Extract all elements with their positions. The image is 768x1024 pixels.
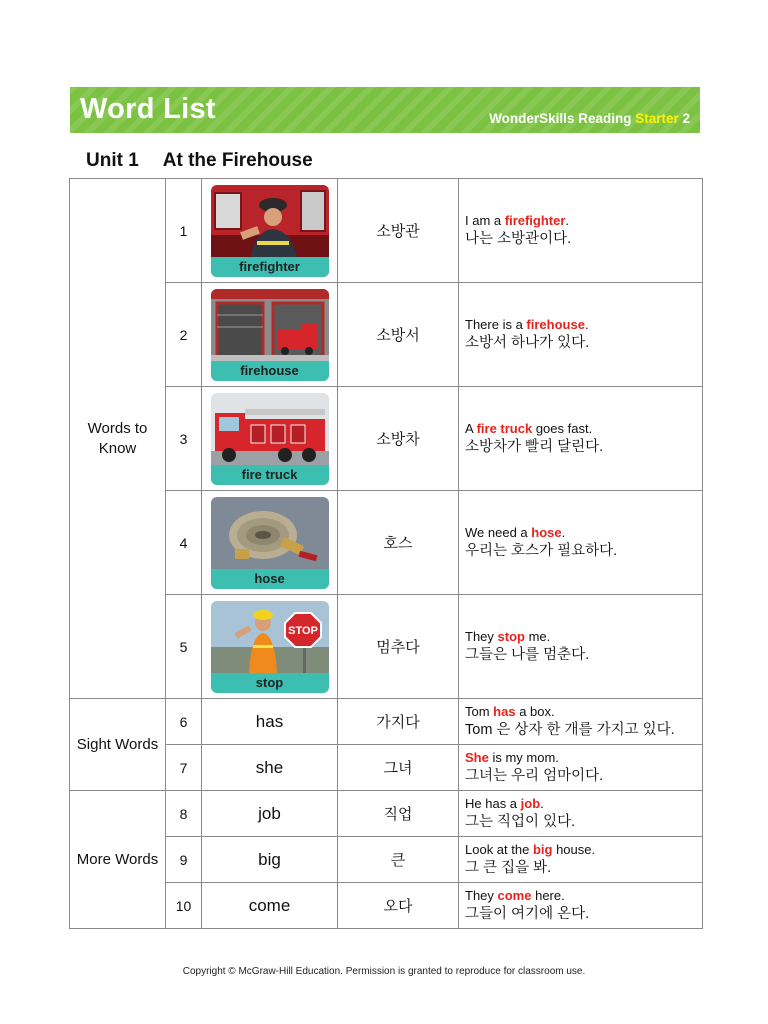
korean-sentence: 우리는 호스가 필요하다. — [465, 542, 618, 559]
highlighted-word: She — [465, 749, 489, 765]
table-row — [70, 791, 703, 837]
english-sentence: Look at the big house. — [465, 841, 596, 857]
vocabulary-word: has — [202, 699, 338, 745]
stop-sign-text: STOP — [287, 624, 318, 637]
series-number: 2 — [678, 111, 690, 126]
example-sentences — [459, 491, 703, 595]
korean-sentence: 소방서 하나가 있다. — [465, 334, 590, 351]
english-sentence: There is a firehouse. — [465, 316, 589, 332]
vocabulary-word: come — [202, 883, 338, 929]
highlighted-word: job — [520, 795, 541, 811]
english-sentence: We need a hose. — [465, 524, 566, 540]
table-row — [70, 699, 703, 745]
english-sentence: I am a firefighter. — [465, 212, 570, 228]
firehouse-picture — [211, 289, 329, 381]
word-list-table — [69, 178, 703, 929]
highlighted-word: big — [532, 841, 553, 857]
vocabulary-word: she — [202, 745, 338, 791]
copyright-footer: Copyright © McGraw-Hill Education. Permission is granted to reproduce for classroom use. — [182, 966, 586, 977]
picture-caption: fire truck — [211, 465, 329, 485]
word-number: 10 — [166, 883, 202, 929]
example-sentences — [459, 699, 703, 745]
korean-sentence: 그녀는 우리 엄마이다. — [465, 767, 604, 784]
highlighted-word: come — [497, 887, 532, 903]
korean-sentence: 그 큰 집을 봐. — [465, 859, 552, 876]
word-number: 3 — [166, 387, 202, 491]
example-sentences — [459, 179, 703, 283]
example-sentences — [459, 595, 703, 699]
highlighted-word: firefighter — [504, 212, 566, 228]
series-prefix: WonderSkills Reading — [489, 111, 636, 126]
highlighted-word: stop — [497, 628, 525, 644]
korean-meaning: 큰 — [338, 837, 459, 883]
korean-meaning: 소방서 — [338, 283, 459, 387]
example-sentences — [459, 883, 703, 929]
table-row — [70, 179, 703, 283]
category-more-words: More Words — [70, 791, 166, 929]
stop-picture — [211, 601, 329, 693]
korean-meaning: 소방관 — [338, 179, 459, 283]
korean-meaning: 그녀 — [338, 745, 459, 791]
unit-title: At the Firehouse — [162, 150, 313, 171]
picture-caption: firehouse — [211, 361, 329, 381]
korean-sentence: 그들이 여기에 온다. — [465, 905, 590, 922]
vocabulary-word: big — [202, 837, 338, 883]
picture-caption: stop — [211, 673, 329, 693]
firefighter-picture — [211, 185, 329, 277]
korean-meaning: 가지다 — [338, 699, 459, 745]
example-sentences — [459, 387, 703, 491]
unit-label: Unit 1 — [86, 150, 139, 171]
unit-heading — [86, 150, 313, 172]
picture-caption: hose — [211, 569, 329, 589]
hose-picture — [211, 497, 329, 589]
title-banner — [70, 87, 700, 133]
fire-truck-picture — [211, 393, 329, 485]
example-sentences — [459, 283, 703, 387]
word-number: 5 — [166, 595, 202, 699]
word-number: 4 — [166, 491, 202, 595]
english-sentence: She is my mom. — [465, 749, 559, 765]
highlighted-word: hose — [531, 524, 562, 540]
series-name — [489, 111, 690, 126]
word-number: 8 — [166, 791, 202, 837]
example-sentences — [459, 791, 703, 837]
english-sentence: He has a job. — [465, 795, 544, 811]
korean-meaning: 호스 — [338, 491, 459, 595]
korean-meaning: 오다 — [338, 883, 459, 929]
english-sentence: They come here. — [465, 887, 565, 903]
korean-sentence: Tom 은 상자 한 개를 가지고 있다. — [465, 721, 675, 738]
vocabulary-word: job — [202, 791, 338, 837]
korean-sentence: 그는 직업이 있다. — [465, 813, 576, 830]
word-number: 2 — [166, 283, 202, 387]
english-sentence: They stop me. — [465, 628, 551, 644]
korean-meaning: 소방차 — [338, 387, 459, 491]
english-sentence: A fire truck goes fast. — [465, 420, 593, 436]
word-number: 1 — [166, 179, 202, 283]
english-sentence: Tom has a box. — [465, 703, 555, 719]
korean-meaning: 직업 — [338, 791, 459, 837]
category-sight-words: Sight Words — [70, 699, 166, 791]
picture-caption: firefighter — [211, 257, 329, 277]
highlighted-word: fire truck — [476, 420, 533, 436]
highlighted-word: firehouse — [526, 316, 585, 332]
korean-sentence: 그들은 나를 멈춘다. — [465, 646, 590, 663]
korean-sentence: 나는 소방관이다. — [465, 230, 572, 247]
korean-sentence: 소방차가 빨리 달린다. — [465, 438, 604, 455]
word-number: 9 — [166, 837, 202, 883]
korean-meaning: 멈추다 — [338, 595, 459, 699]
category-words-to-know: Words to Know — [70, 179, 166, 699]
word-number: 6 — [166, 699, 202, 745]
example-sentences — [459, 837, 703, 883]
page-title: Word List — [80, 93, 216, 125]
series-level: Starter — [635, 111, 679, 126]
highlighted-word: has — [493, 703, 516, 719]
word-number: 7 — [166, 745, 202, 791]
example-sentences — [459, 745, 703, 791]
